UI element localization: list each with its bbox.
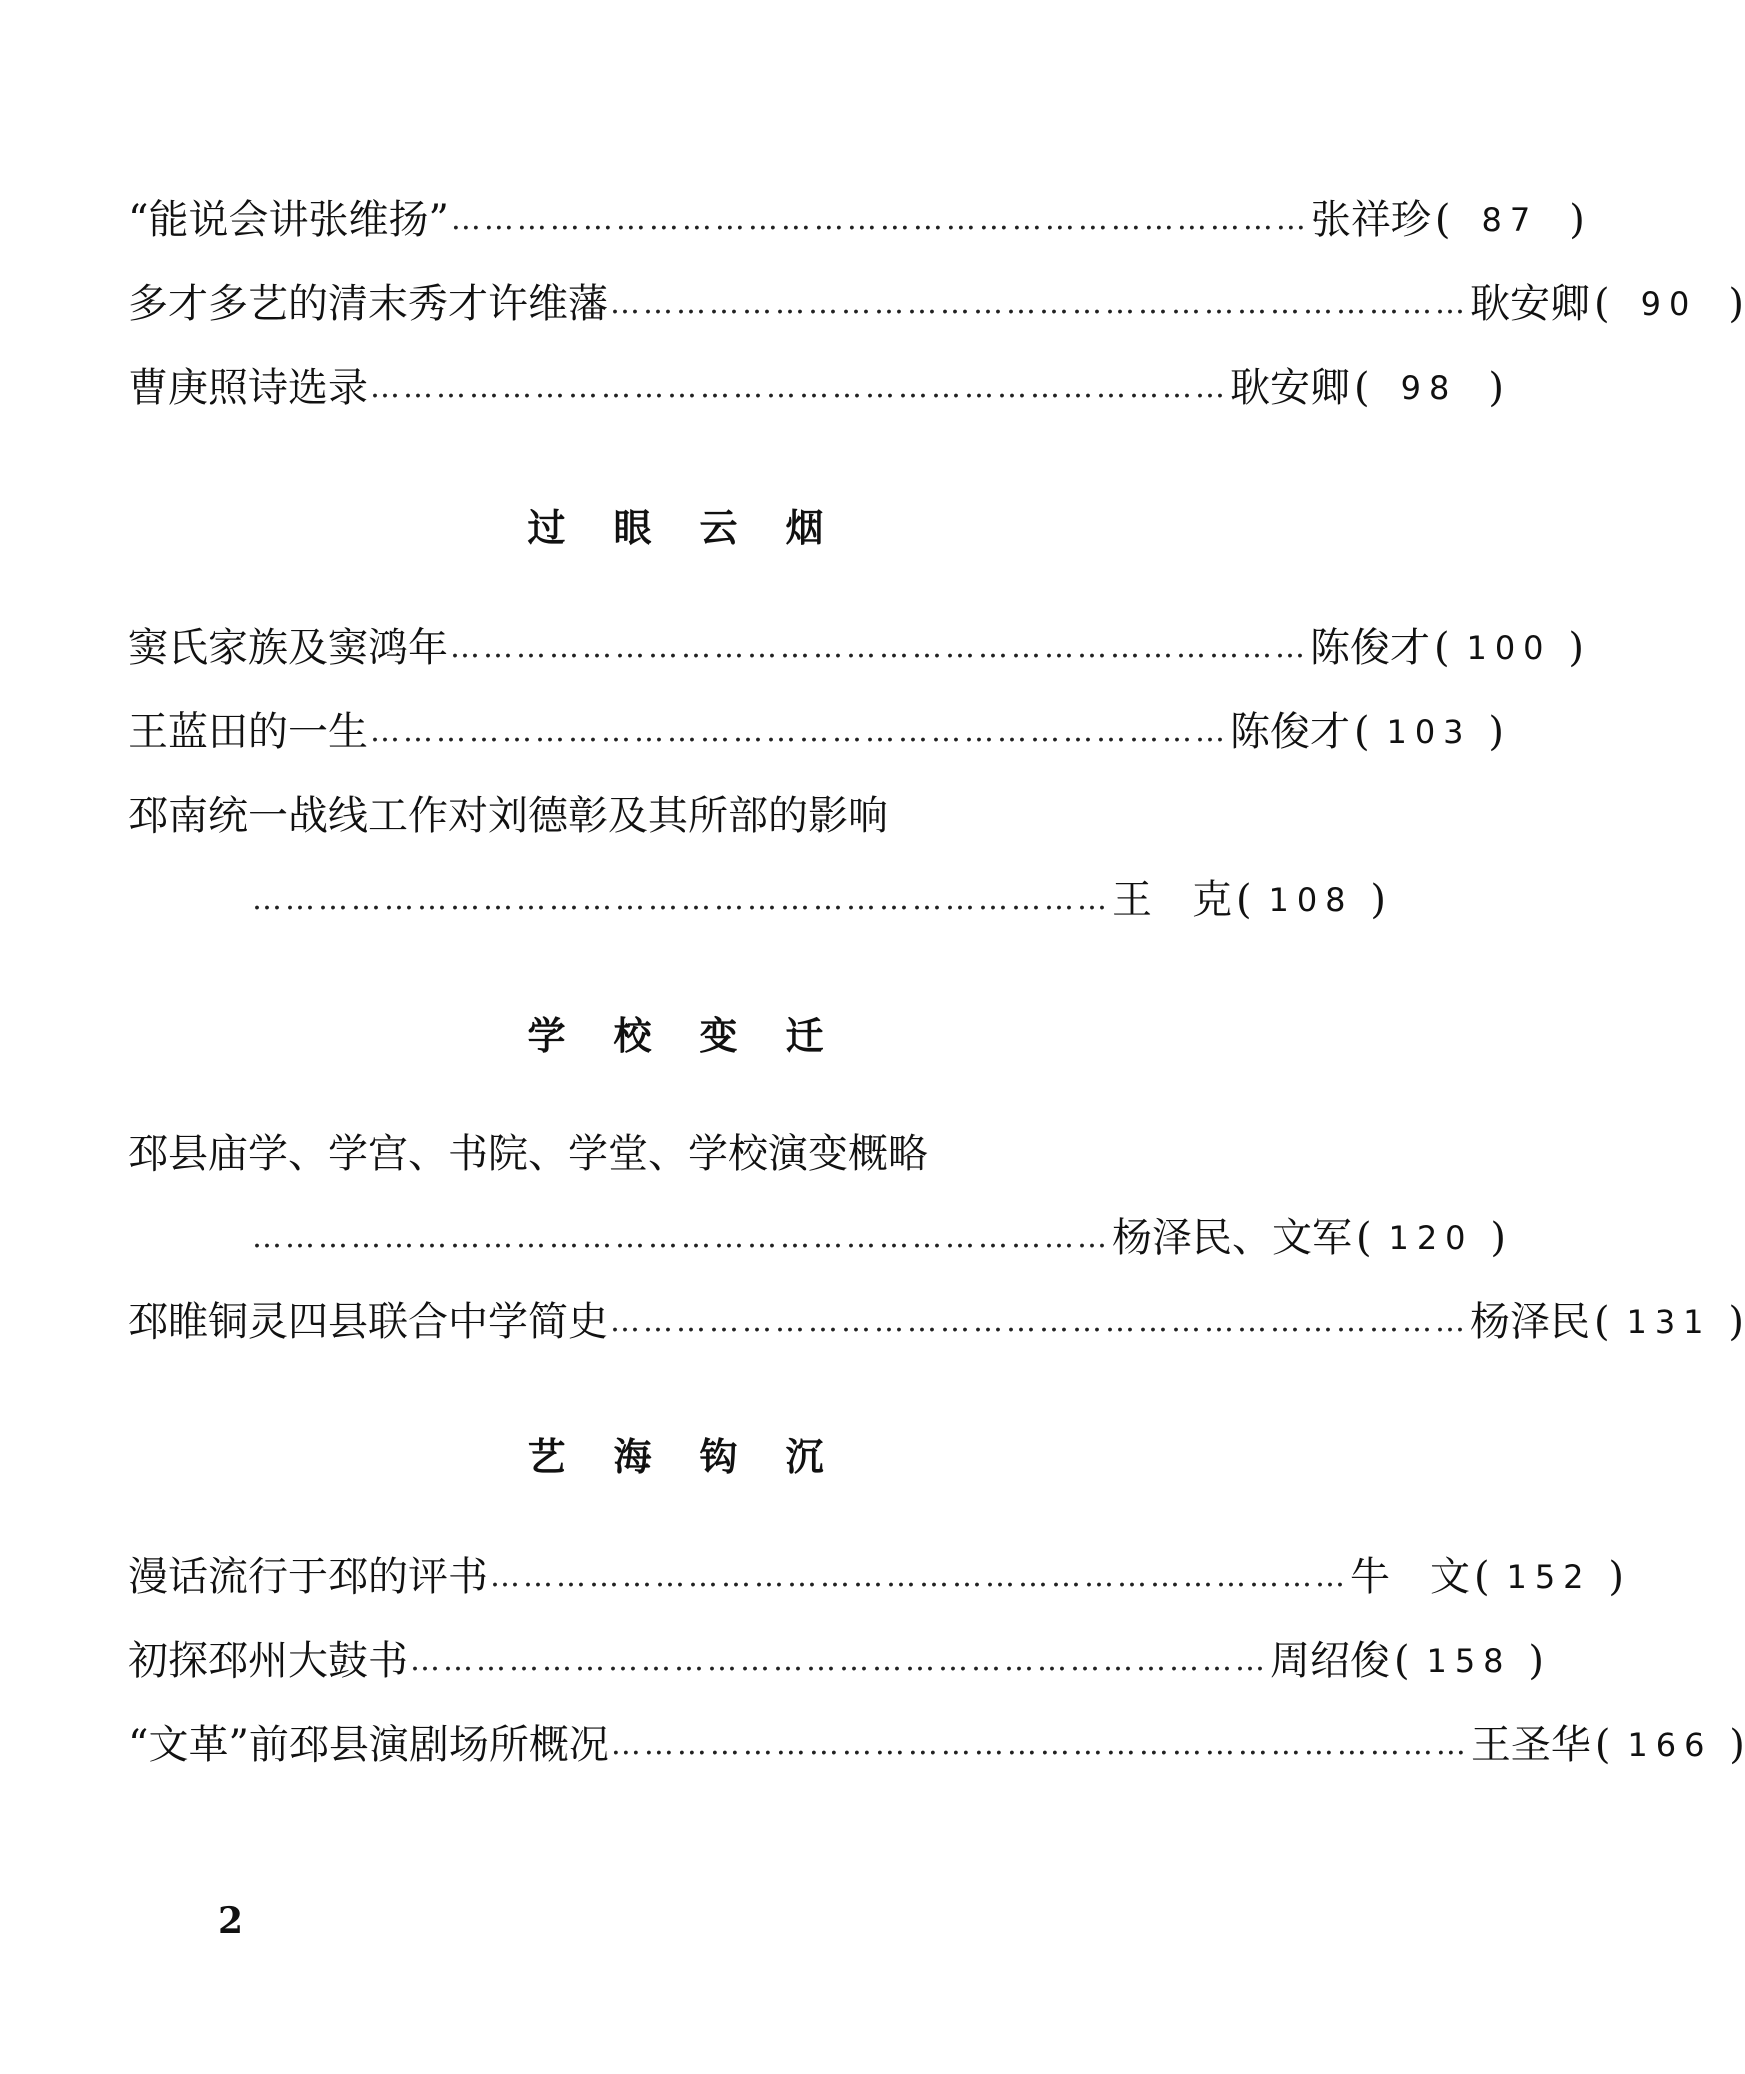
- toc-entry: [128, 1633, 1544, 1689]
- toc-entry: [128, 1294, 1744, 1350]
- page-ref: 158: [1426, 1642, 1512, 1680]
- paren-close: ): [1728, 1299, 1744, 1345]
- paren-close: ): [1488, 365, 1504, 411]
- toc-entry-continuation: [250, 872, 1386, 928]
- paren-close: ): [1568, 625, 1584, 671]
- paren-open: (: [1434, 197, 1451, 243]
- entry-author: 王圣华: [1470, 1722, 1591, 1768]
- leader-dots: ……………………………………………………………………: [450, 202, 1309, 237]
- entry-page: [1236, 872, 1386, 928]
- toc-entry: [128, 1549, 1624, 1605]
- entry-author: 周绍俊: [1270, 1638, 1390, 1684]
- page-ref: 87: [1481, 201, 1539, 239]
- toc-entry-continuation: [250, 1210, 1506, 1266]
- paren-close: ): [1490, 1215, 1506, 1261]
- paren-close: ): [1569, 197, 1585, 243]
- paren-open: (: [1434, 625, 1450, 671]
- toc-entry: [128, 620, 1584, 676]
- entry-page: [1354, 704, 1504, 760]
- paren-open: (: [1594, 281, 1610, 327]
- paren-close: ): [1728, 281, 1744, 327]
- page-ref: 90: [1640, 285, 1698, 323]
- leader-dots: ……………………………………………………………………: [410, 1643, 1268, 1678]
- page-ref: 108: [1268, 881, 1354, 919]
- entry-title: 曹庚照诗选录: [128, 365, 368, 411]
- page-ref: 98: [1400, 369, 1458, 407]
- entry-author: 陈俊才: [1310, 625, 1430, 671]
- paren-close: ): [1370, 877, 1386, 923]
- paren-open: (: [1594, 1299, 1610, 1345]
- entry-title: 窦氏家族及窦鸿年: [128, 625, 448, 671]
- leader-dots: ……………………………………………………………………: [370, 370, 1228, 405]
- paren-close: ): [1729, 1722, 1745, 1768]
- entry-title: “能说会讲张维扬”: [128, 197, 449, 243]
- paren-open: (: [1236, 877, 1252, 923]
- entry-title-long: 邳县庙学、学宫、书院、学堂、学校演变概略: [128, 1131, 928, 1177]
- toc-entry: [128, 276, 1744, 332]
- page-ref: 152: [1506, 1558, 1592, 1596]
- section-heading: 过眼云烟: [527, 506, 872, 550]
- entry-page: [1474, 1549, 1624, 1605]
- entry-page: [1394, 1633, 1544, 1689]
- leader-dots: ……………………………………………………………………: [252, 1220, 1110, 1255]
- paren-close: ): [1528, 1638, 1544, 1684]
- entry-author: 张祥珍: [1310, 197, 1431, 243]
- entry-title: 初探邳州大鼓书: [128, 1638, 408, 1684]
- entry-page: [1434, 620, 1584, 676]
- section-heading: 艺海钩沉: [527, 1435, 872, 1479]
- entry-author: 王 克: [1112, 877, 1232, 923]
- entry-page: [1354, 360, 1504, 416]
- leader-dots: ……………………………………………………………………: [450, 630, 1308, 665]
- leader-dots: ……………………………………………………………………: [490, 1559, 1348, 1594]
- entry-author: 耿安卿: [1470, 281, 1590, 327]
- toc-entry: [128, 704, 1504, 760]
- entry-author: 牛 文: [1350, 1554, 1470, 1600]
- leader-dots: ……………………………………………………………………: [610, 1727, 1469, 1762]
- leader-dots: ……………………………………………………………………: [610, 286, 1468, 321]
- section-heading: 学校变迁: [527, 1014, 872, 1058]
- entry-title: 多才多艺的清末秀才许维藩: [128, 281, 608, 327]
- page-ref: 166: [1627, 1726, 1713, 1764]
- entry-page: [1594, 276, 1744, 332]
- page-ref: 100: [1466, 629, 1552, 667]
- paren-close: ): [1608, 1554, 1624, 1600]
- page-number: 2: [218, 1900, 244, 1942]
- leader-dots: ……………………………………………………………………: [252, 882, 1110, 917]
- paren-close: ): [1488, 709, 1504, 755]
- toc-entry: [128, 192, 1585, 248]
- entry-author: 杨泽民、文军: [1112, 1215, 1352, 1261]
- entry-page: [1595, 1717, 1745, 1773]
- entry-title: 邳睢铜灵四县联合中学简史: [128, 1299, 608, 1345]
- entry-title: “文革”前邳县演剧场所概况: [128, 1722, 609, 1768]
- paren-open: (: [1394, 1638, 1410, 1684]
- page-ref: 131: [1626, 1303, 1712, 1341]
- paren-open: (: [1354, 365, 1370, 411]
- entry-page: [1594, 1294, 1744, 1350]
- page-ref: 103: [1386, 713, 1472, 751]
- page-ref: 120: [1388, 1219, 1474, 1257]
- entry-title: 王蓝田的一生: [128, 709, 368, 755]
- entry-page: [1356, 1210, 1506, 1266]
- paren-open: (: [1356, 1215, 1372, 1261]
- paren-open: (: [1474, 1554, 1490, 1600]
- toc-entry: [128, 1717, 1745, 1773]
- entry-title-long: 邳南统一战线工作对刘德彰及其所部的影响: [128, 793, 888, 839]
- leader-dots: ……………………………………………………………………: [610, 1304, 1468, 1339]
- entry-title: 漫话流行于邳的评书: [128, 1554, 488, 1600]
- toc-entry: [128, 360, 1504, 416]
- leader-dots: ……………………………………………………………………: [370, 714, 1228, 749]
- entry-author: 陈俊才: [1230, 709, 1350, 755]
- entry-page: [1435, 192, 1585, 248]
- paren-open: (: [1594, 1722, 1611, 1768]
- entry-author: 耿安卿: [1230, 365, 1350, 411]
- paren-open: (: [1354, 709, 1370, 755]
- entry-author: 杨泽民: [1470, 1299, 1590, 1345]
